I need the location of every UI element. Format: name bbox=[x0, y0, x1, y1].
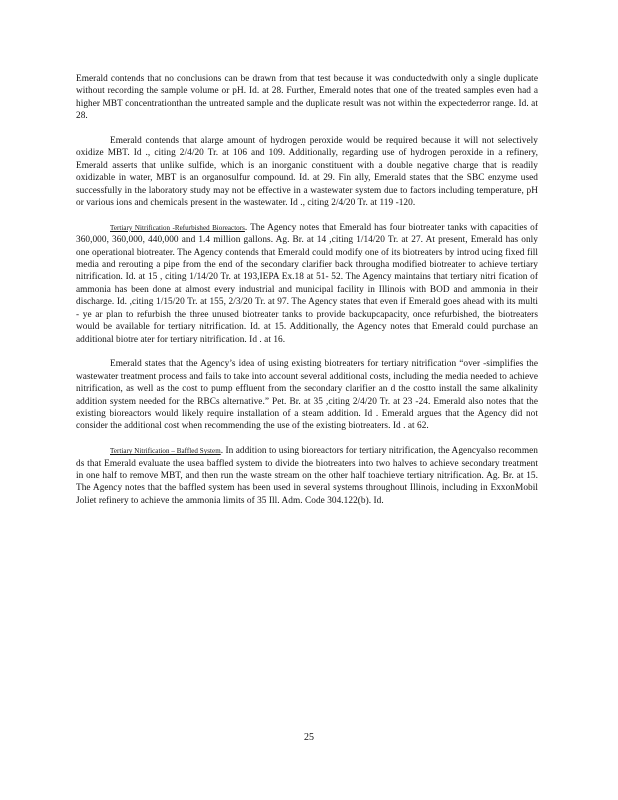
paragraph-5 bbox=[76, 445, 538, 507]
paragraph-1 bbox=[76, 73, 538, 123]
paragraph-1-text: Emerald contends that no conclusions can be drawn from that test because it was conductedwith only a single duplicate without recording the sample volume or pH. Id. at 28. Further, Emerald notes that one of the treated samples even had a higher MBT concentrationthan the untreated sample and the duplicate result was not within the expectederror range. Id. at 28. bbox=[76, 74, 538, 122]
paragraph-4 bbox=[76, 358, 538, 432]
page-number: 25 bbox=[304, 732, 314, 743]
paragraph-2-text: Emerald contends that alarge amount of hydrogen peroxide would be required because it will not selectively oxidize MBT. Id ., citing 2/4/20 Tr. at 106 and 109. Additionally, regarding use of hydrogen peroxide in a refinery, Emerald asserts that unlike sulfide, which is an inorganic constituent with a double negative charge that is readily oxidizable in water, MBT is an organosulfur compound. Id. at 29. Fin ally, Emerald states that the SBC enzyme used successfully in the laboratory study may not be effective in a wastewater system due to factors including temperature, pH or various ions and chemicals present in the wastewater. Id ., citing 2/4/20 Tr. at 119 -120. bbox=[76, 136, 538, 209]
paragraph-4-text: Emerald states that the Agency’s idea of using existing biotreaters for tertiary nitrification “over -simplifies the wastewater treatment process and fails to take into account several additional costs, including the media needed to achieve nitrification, as well as the cost to pump effluent from the secondary clarifier an d the costto install the same alkalinity addition system needed for the RBCs alternative.” Pet. Br. at 35 ,citing 2/4/20 Tr. at 23 -24. Emerald also notes that the existing bioreactors would likely require installation of a steam addition. Id . Emerald argues that the Agency did not consider the additional cost when recommending the use of the existing biotreaters. Id . at 62. bbox=[76, 359, 538, 432]
section-heading-baffled-system: Tertiary Nitrification – Baffled System bbox=[110, 447, 221, 456]
page-body bbox=[76, 73, 538, 520]
paragraph-2 bbox=[76, 135, 538, 209]
paragraph-3-text: . The Agency notes that Emerald has four biotreater tanks with capacities of 360,000, 360,000, 440,000 and 1.4 million gallons. Ag. Br. at 14 ,citing 1/14/20 Tr. at 27. At present, Emerald has only one operational biotreater. The Agency contends that Emerald could modify one of its biotreaters by introd ucing fixed fill media and rerouting a pipe from the end of the secondary clarifier back througha modified biotreater to achieve tertiary nitrification. Id. at 15 , citing 1/14/20 Tr. at 193,IEPA Ex.18 at 51- 52. The Agency maintains that tertiary nitri fication of ammonia has been done at almost every industrial and municipal facility in Illinois with BOD and ammonia in their discharge. Id. ,citing 1/15/20 Tr. at 155, 2/3/20 Tr. at 97. The Agency states that even if Emerald goes ahead with its multi - ye ar plan to refurbish the three unused biotreater tanks to provide backupcapacity, once refurbished, the biotreaters would be available for tertiary nitrification. Id. at 15. Additionally, the Agency notes that Emerald could purchase an additional biotre ater for tertiary nitrification. Id . at 16. bbox=[76, 222, 538, 345]
paragraph-3 bbox=[76, 222, 538, 346]
section-heading-refurbished-bioreactors: Tertiary Nitrification -Refurbished Bioreactors bbox=[110, 223, 245, 232]
paragraph-5-text: . In addition to using bioreactors for tertiary nitrification, the Agencyalso recommen ds that Emerald evaluate the usea baffled system to divide the biotreaters into two halves to achieve secondary treatment in one half to remove MBT, and then run the waste stream on the other half toachieve tertiary nitrification. Ag. Br. at 15. The Agency notes that the baffled system has been used in several systems throughout Illinois, including in ExxonMobil Joliet refinery to achieve the ammonia limits of 35 Ill. Adm. Code 304.122(b). Id. bbox=[76, 446, 538, 506]
